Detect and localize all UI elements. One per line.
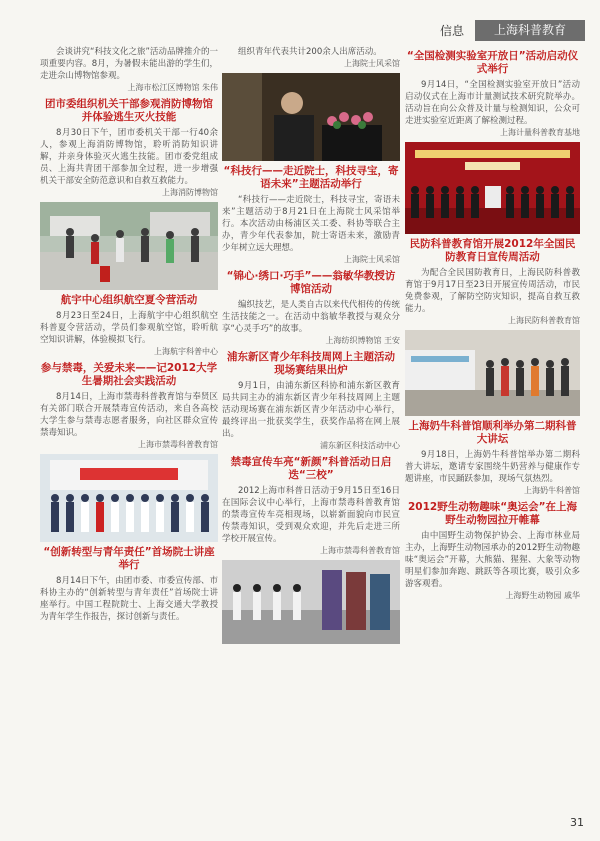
article-source: 上海航宇科普中心	[154, 347, 218, 356]
article-source: 上海计量科普教育基地	[500, 128, 580, 137]
article-title: 2012野生动物趣味“奥运会”在上海野生动物园拉开帷幕	[407, 501, 578, 526]
column-1	[40, 46, 218, 623]
article-title: 禁毒宣传车亮“新颜”科普活动日启迭“三校”	[230, 456, 392, 481]
article-body: 8月14日下午，由团市委、市委宣传部、市科协主办的“创新转型与青年责任”首场院士讲座举行。中国工程院院士、上海交通大学教授为青年学生作报告，探讨创新与责任。	[40, 576, 218, 622]
article-body: 为配合全民国防教育日，上海民防科普教育馆于9月17日至23日开展宣传周活动，市民免费参观，了解防空防灾知识，提高自救互救能力。	[405, 268, 580, 314]
page-header	[440, 20, 585, 41]
article-source: 上海消防博物馆	[162, 188, 218, 197]
article-title: 民防科普教育馆开展2012年全国民防教育日宣传周活动	[409, 238, 576, 263]
article-body: 编织技艺，是人类自古以来代代相传的传统生活技能之一。在活动中翁敏华教授与观众分享“心灵手巧”的故事。	[222, 300, 400, 334]
article-source: 上海民防科普教育馆	[508, 316, 580, 325]
section-label: 信息	[440, 24, 465, 38]
intro-text: 会谈讲究“科技文化之旅”活动品牌推介的一项重要内容。8月，为暑假未能出游的学生们，走进佘山博物馆参观。	[40, 47, 218, 81]
photo-fire-drill	[40, 202, 218, 290]
article-title: “锦心·绣口·巧手”——翁敏华教授访博馆活动	[226, 270, 396, 295]
article-body: 9月18日，上海奶牛科普馆举办第二期科普大讲坛，邀请专家围绕牛奶营养与健康作专题讲座，市民踊跃参加，现场气氛热烈。	[405, 450, 580, 484]
photo-group	[40, 454, 218, 542]
article-source: 上海纺织博物馆 王安	[325, 336, 400, 345]
article-body: 2012上海市科普日活动于9月15日至16日在国际会议中心举行，上海市禁毒科普教育馆的禁毒宣传车亮相现场，以崭新面貌向市民宣传禁毒知识，受到观众欢迎，并先后走进三所学校开展宣传。	[222, 486, 400, 544]
article-source: 上海院士风采馆	[344, 59, 400, 68]
article-source: 上海院士风采馆	[344, 255, 400, 264]
photo-exhibition	[222, 560, 400, 644]
photo-civil-defense	[405, 330, 580, 416]
article-title: 航宇中心组织航空夏令营活动	[60, 294, 198, 306]
photo-speaker	[222, 73, 400, 161]
column-3	[405, 46, 580, 605]
section-title: 上海科普教育	[475, 20, 585, 41]
article-title: 团市委组织机关干部参观消防博物馆并体验逃生灭火技能	[45, 98, 213, 123]
article-source: 上海野生动物园 戚华	[505, 591, 580, 600]
article-body: 由中国野生动物保护协会、上海市林业局主办，上海野生动物园承办的2012野生动物趣味“奥运会”开幕，大熊猫、猩猩、大象等动物明星们参加奔跑、跳跃等各项比赛，吸引众多游客观看。	[405, 531, 580, 589]
article-title: 上海奶牛科普馆顺利举办第二期科普大讲坛	[408, 420, 577, 445]
photo-ceremony	[405, 142, 580, 234]
article-source: 上海市禁毒科普教育馆	[320, 546, 400, 555]
article-title: 参与禁毒，关爱未来——记2012大学生暑期社会实践活动	[40, 362, 218, 387]
page-number: 31	[570, 816, 584, 829]
article-source: 上海奶牛科普馆	[524, 486, 580, 495]
article-body: 8月30日下午，团市委机关干部一行40余人，参观上海消防博物馆，聆听消防知识讲解，并亲身体验灭火逃生技能。团市委党组成员、上海共青团干部参加全过程，进一步增强机关干部安全防范意识和自救互救能力。	[40, 128, 218, 186]
intro-source: 上海市松江区博物馆 朱伟	[127, 83, 218, 92]
article-body: 组织青年代表共计200余人出席活动。	[238, 47, 382, 57]
article-body: 9月14日，“全国检测实验室开放日”活动启动仪式在上海市计量测试技术研究院举办。活动旨在向公众普及计量与检测知识，公众可走进实验室近距离了解检测过程。	[405, 80, 580, 126]
article-source: 上海市禁毒科普教育馆	[138, 440, 218, 449]
article-source: 浦东新区科技活动中心	[320, 441, 400, 450]
article-title: “创新转型与青年责任”首场院士讲座举行	[43, 546, 215, 571]
column-2	[222, 46, 400, 647]
article-title: “全国检测实验室开放日”活动启动仪式举行	[406, 50, 579, 75]
article-title: “科技行——走近院士，科技寻宝，寄语未来”主题活动举行	[223, 165, 399, 190]
article-body: “科技行——走近院士，科技寻宝，寄语未来”主题活动于8月21日在上海院士风采馆举行。本次活动由杨浦区关工委、科协等联合主办，青少年代表参加，院士寄语未来，激励青少年树立远大理想。	[222, 195, 400, 253]
article-body: 9月1日，由浦东新区科协和浦东新区教育局共同主办的浦东新区青少年科技周网上主题活动现场赛在浦东新区青少年活动中心举行，最终评出一批获奖学生，获奖作品将在网上展出。	[222, 381, 400, 439]
article-title: 浦东新区青少年科技周网上主题活动现场赛结果出炉	[227, 351, 395, 376]
article-body: 8月23日至24日，上海航宇中心组织航空科普夏令营活动，学员们参观航空馆，聆听航空知识讲解，体验模拟飞行。	[40, 311, 218, 345]
article-body: 8月14日，上海市禁毒科普教育馆与奉贤区有关部门联合开展禁毒宣传活动，来自各高校大学生参与禁毒志愿者服务，向社区群众宣传禁毒知识。	[40, 392, 218, 438]
